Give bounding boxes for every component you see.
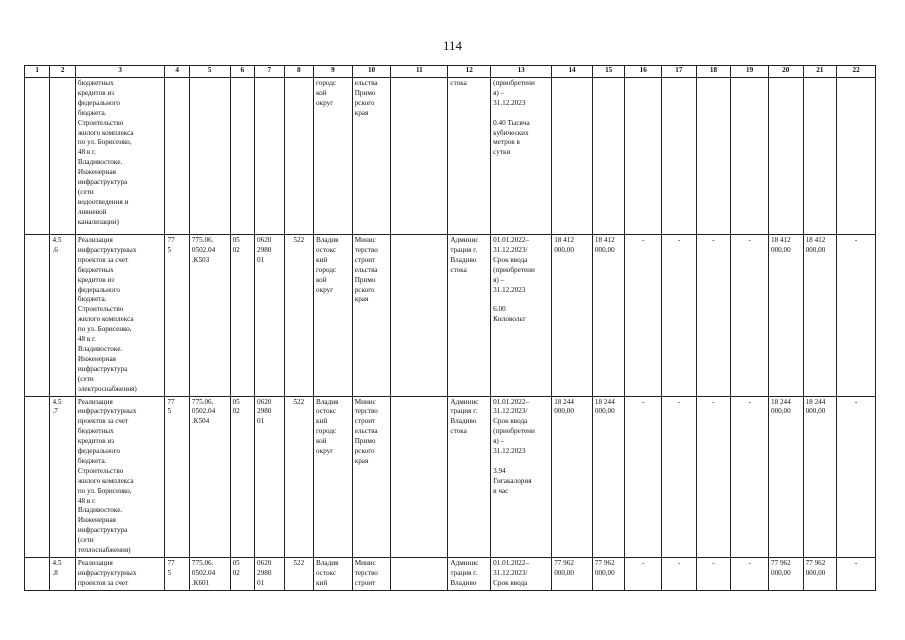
cell-dash: - [662, 558, 697, 591]
cell-ministry: Минис терство строит ельства Примо рского края [352, 235, 391, 397]
cell-executor: Админис трация г. Владиво [448, 558, 491, 591]
budget-table [24, 65, 876, 591]
cell-code: 775.06. 0502.04 .К601 [189, 558, 230, 591]
col-header: 3 [75, 66, 165, 78]
cell-dash: - [625, 558, 662, 591]
cell-col1 [25, 78, 50, 235]
col-header: 1 [25, 66, 50, 78]
cell-period-capacity: (приобретени я) – 31.12.2023 0.40 Тысяча кубических метров в сутки [491, 78, 552, 235]
col-header: 17 [662, 66, 697, 78]
col-header: 8 [284, 66, 314, 78]
col-header: 21 [803, 66, 837, 78]
col-header: 9 [314, 66, 353, 78]
cell-col1 [25, 558, 50, 591]
cell-project-name: Реализация инфраструктурных проектов за счет [75, 558, 165, 591]
cell-dash: - [662, 396, 697, 558]
col-header: 2 [50, 66, 75, 78]
cell-item-number: 4.5 .6 [50, 235, 75, 397]
cell-project-name: бюджетных кредитов из федерального бюджета. Строительство жилого комплекса по ул. Борисенко, 48 в г. Владивостоке. Инженерная инфраструктура (сети водоотведения и ливневой канализации) [75, 78, 165, 235]
cell-amount: 77 962 000,00 [592, 558, 625, 591]
table-row [25, 235, 876, 397]
cell-project-name: Реализация инфраструктурных проектов за счет бюджетных кредитов из федерального бюджета. Строительство жилого комплекса по ул. Борисенко, 48 в г. Владивостоке. Инженерная инфраструктура (сети теплоснабжения) [75, 396, 165, 558]
cell-amount: 18 244 000,00 [803, 396, 837, 558]
cell-dash: - [696, 396, 731, 558]
cell-dash: - [625, 235, 662, 397]
cell-grbs: 77 5 [165, 558, 189, 591]
cell-amount: 18 244 000,00 [768, 396, 803, 558]
cell-ministry: Минис терство строит [352, 558, 391, 591]
cell-target-article: 0620 2980 01 [255, 558, 285, 591]
cell-ministry: Минис терство строит ельства Примо рского края [352, 396, 391, 558]
cell-dash: - [731, 558, 769, 591]
cell-dash: - [662, 235, 697, 397]
cell-grbs: 77 5 [165, 235, 189, 397]
cell-section: 05 02 [230, 558, 254, 591]
col-header: 22 [837, 66, 876, 78]
cell-amount: 77 962 000,00 [803, 558, 837, 591]
col-header: 20 [768, 66, 803, 78]
col-header: 10 [352, 66, 391, 78]
table-row [25, 396, 876, 558]
cell-municipality: Владив остокс кий городс кой округ [314, 235, 353, 397]
table-row [25, 558, 876, 591]
col-header: 16 [625, 66, 662, 78]
cell-dash [731, 78, 769, 235]
cell-dash: - [731, 396, 769, 558]
cell-section: 05 02 [230, 396, 254, 558]
col-header: 4 [165, 66, 189, 78]
cell-code [189, 78, 230, 235]
cell-expense-type: 522 [284, 396, 314, 558]
cell-ministry: ельства Примо рского края [352, 78, 391, 235]
cell-col11 [391, 78, 448, 235]
col-header: 13 [491, 66, 552, 78]
cell-period-capacity: 01.01.2022– 31.12.2023/ Срок ввода [491, 558, 552, 591]
col-header: 14 [552, 66, 593, 78]
cell-grbs: 77 5 [165, 396, 189, 558]
col-header: 5 [189, 66, 230, 78]
cell-code: 775.06. 0502.04 .К504 [189, 396, 230, 558]
cell-municipality: Владив остокс кий городс кой округ [314, 396, 353, 558]
cell-dash: - [837, 558, 876, 591]
cell-dash: - [837, 235, 876, 397]
cell-dash [696, 78, 731, 235]
cell-amount: 18 244 000,00 [552, 396, 593, 558]
cell-dash: - [731, 235, 769, 397]
col-header: 15 [592, 66, 625, 78]
col-header: 18 [696, 66, 731, 78]
cell-item-number: 4.5 .7 [50, 396, 75, 558]
cell-dash [662, 78, 697, 235]
cell-municipality: Владив остокс кий [314, 558, 353, 591]
cell-dash [625, 78, 662, 235]
cell-executor: Админис трация г. Владиво стока [448, 235, 491, 397]
cell-project-name: Реализация инфраструктурных проектов за счет бюджетных кредитов из федерального бюджета. Строительство жилого комплекса по ул. Борисенко, 48 в г. Владивостоке. Инженерная инфраструктура (сети электроснабжения) [75, 235, 165, 397]
col-header: 6 [230, 66, 254, 78]
cell-amount: 77 962 000,00 [768, 558, 803, 591]
cell-period-capacity: 01.01.2022– 31.12.2023/ Срок ввода (приобретени я) – 31.12.2023 3.94 Гигакалория в час [491, 396, 552, 558]
cell-section [230, 78, 254, 235]
cell-grbs [165, 78, 189, 235]
cell-executor: Админис трация г. Владиво стока [448, 396, 491, 558]
cell-expense-type: 522 [284, 235, 314, 397]
cell-amount [768, 78, 803, 235]
col-header: 12 [448, 66, 491, 78]
cell-amount: 77 962 000,00 [552, 558, 593, 591]
table-row [25, 78, 876, 235]
cell-dash: - [696, 558, 731, 591]
cell-dash: - [625, 396, 662, 558]
cell-amount: 18 412 000,00 [803, 235, 837, 397]
cell-col11 [391, 558, 448, 591]
cell-code: 775.06. 0502.04 .К503 [189, 235, 230, 397]
cell-expense-type [284, 78, 314, 235]
cell-period-capacity: 01.01.2022– 31.12.2023/ Срок ввода (приобретени я) – 31.12.2023 6.00 Киловольт [491, 235, 552, 397]
cell-target-article: 0620 2980 01 [255, 396, 285, 558]
cell-item-number [50, 78, 75, 235]
column-number-row [25, 66, 876, 78]
cell-executor: стока [448, 78, 491, 235]
cell-section: 05 02 [230, 235, 254, 397]
cell-target-article: 0620 2980 01 [255, 235, 285, 397]
col-header: 7 [255, 66, 285, 78]
cell-target-article [255, 78, 285, 235]
page-number: 114 [442, 38, 463, 53]
col-header: 19 [731, 66, 769, 78]
cell-amount [552, 78, 593, 235]
cell-col11 [391, 396, 448, 558]
cell-col1 [25, 235, 50, 397]
col-header: 11 [391, 66, 448, 78]
cell-dash [837, 78, 876, 235]
cell-amount: 18 412 000,00 [592, 235, 625, 397]
cell-dash: - [696, 235, 731, 397]
cell-amount: 18 244 000,00 [592, 396, 625, 558]
cell-expense-type: 522 [284, 558, 314, 591]
cell-amount: 18 412 000,00 [768, 235, 803, 397]
cell-amount [592, 78, 625, 235]
cell-col11 [391, 235, 448, 397]
cell-municipality: городс кой округ [314, 78, 353, 235]
cell-amount: 18 412 000,00 [552, 235, 593, 397]
cell-col1 [25, 396, 50, 558]
cell-item-number: 4.5 .8 [50, 558, 75, 591]
cell-dash: - [837, 396, 876, 558]
cell-amount [803, 78, 837, 235]
